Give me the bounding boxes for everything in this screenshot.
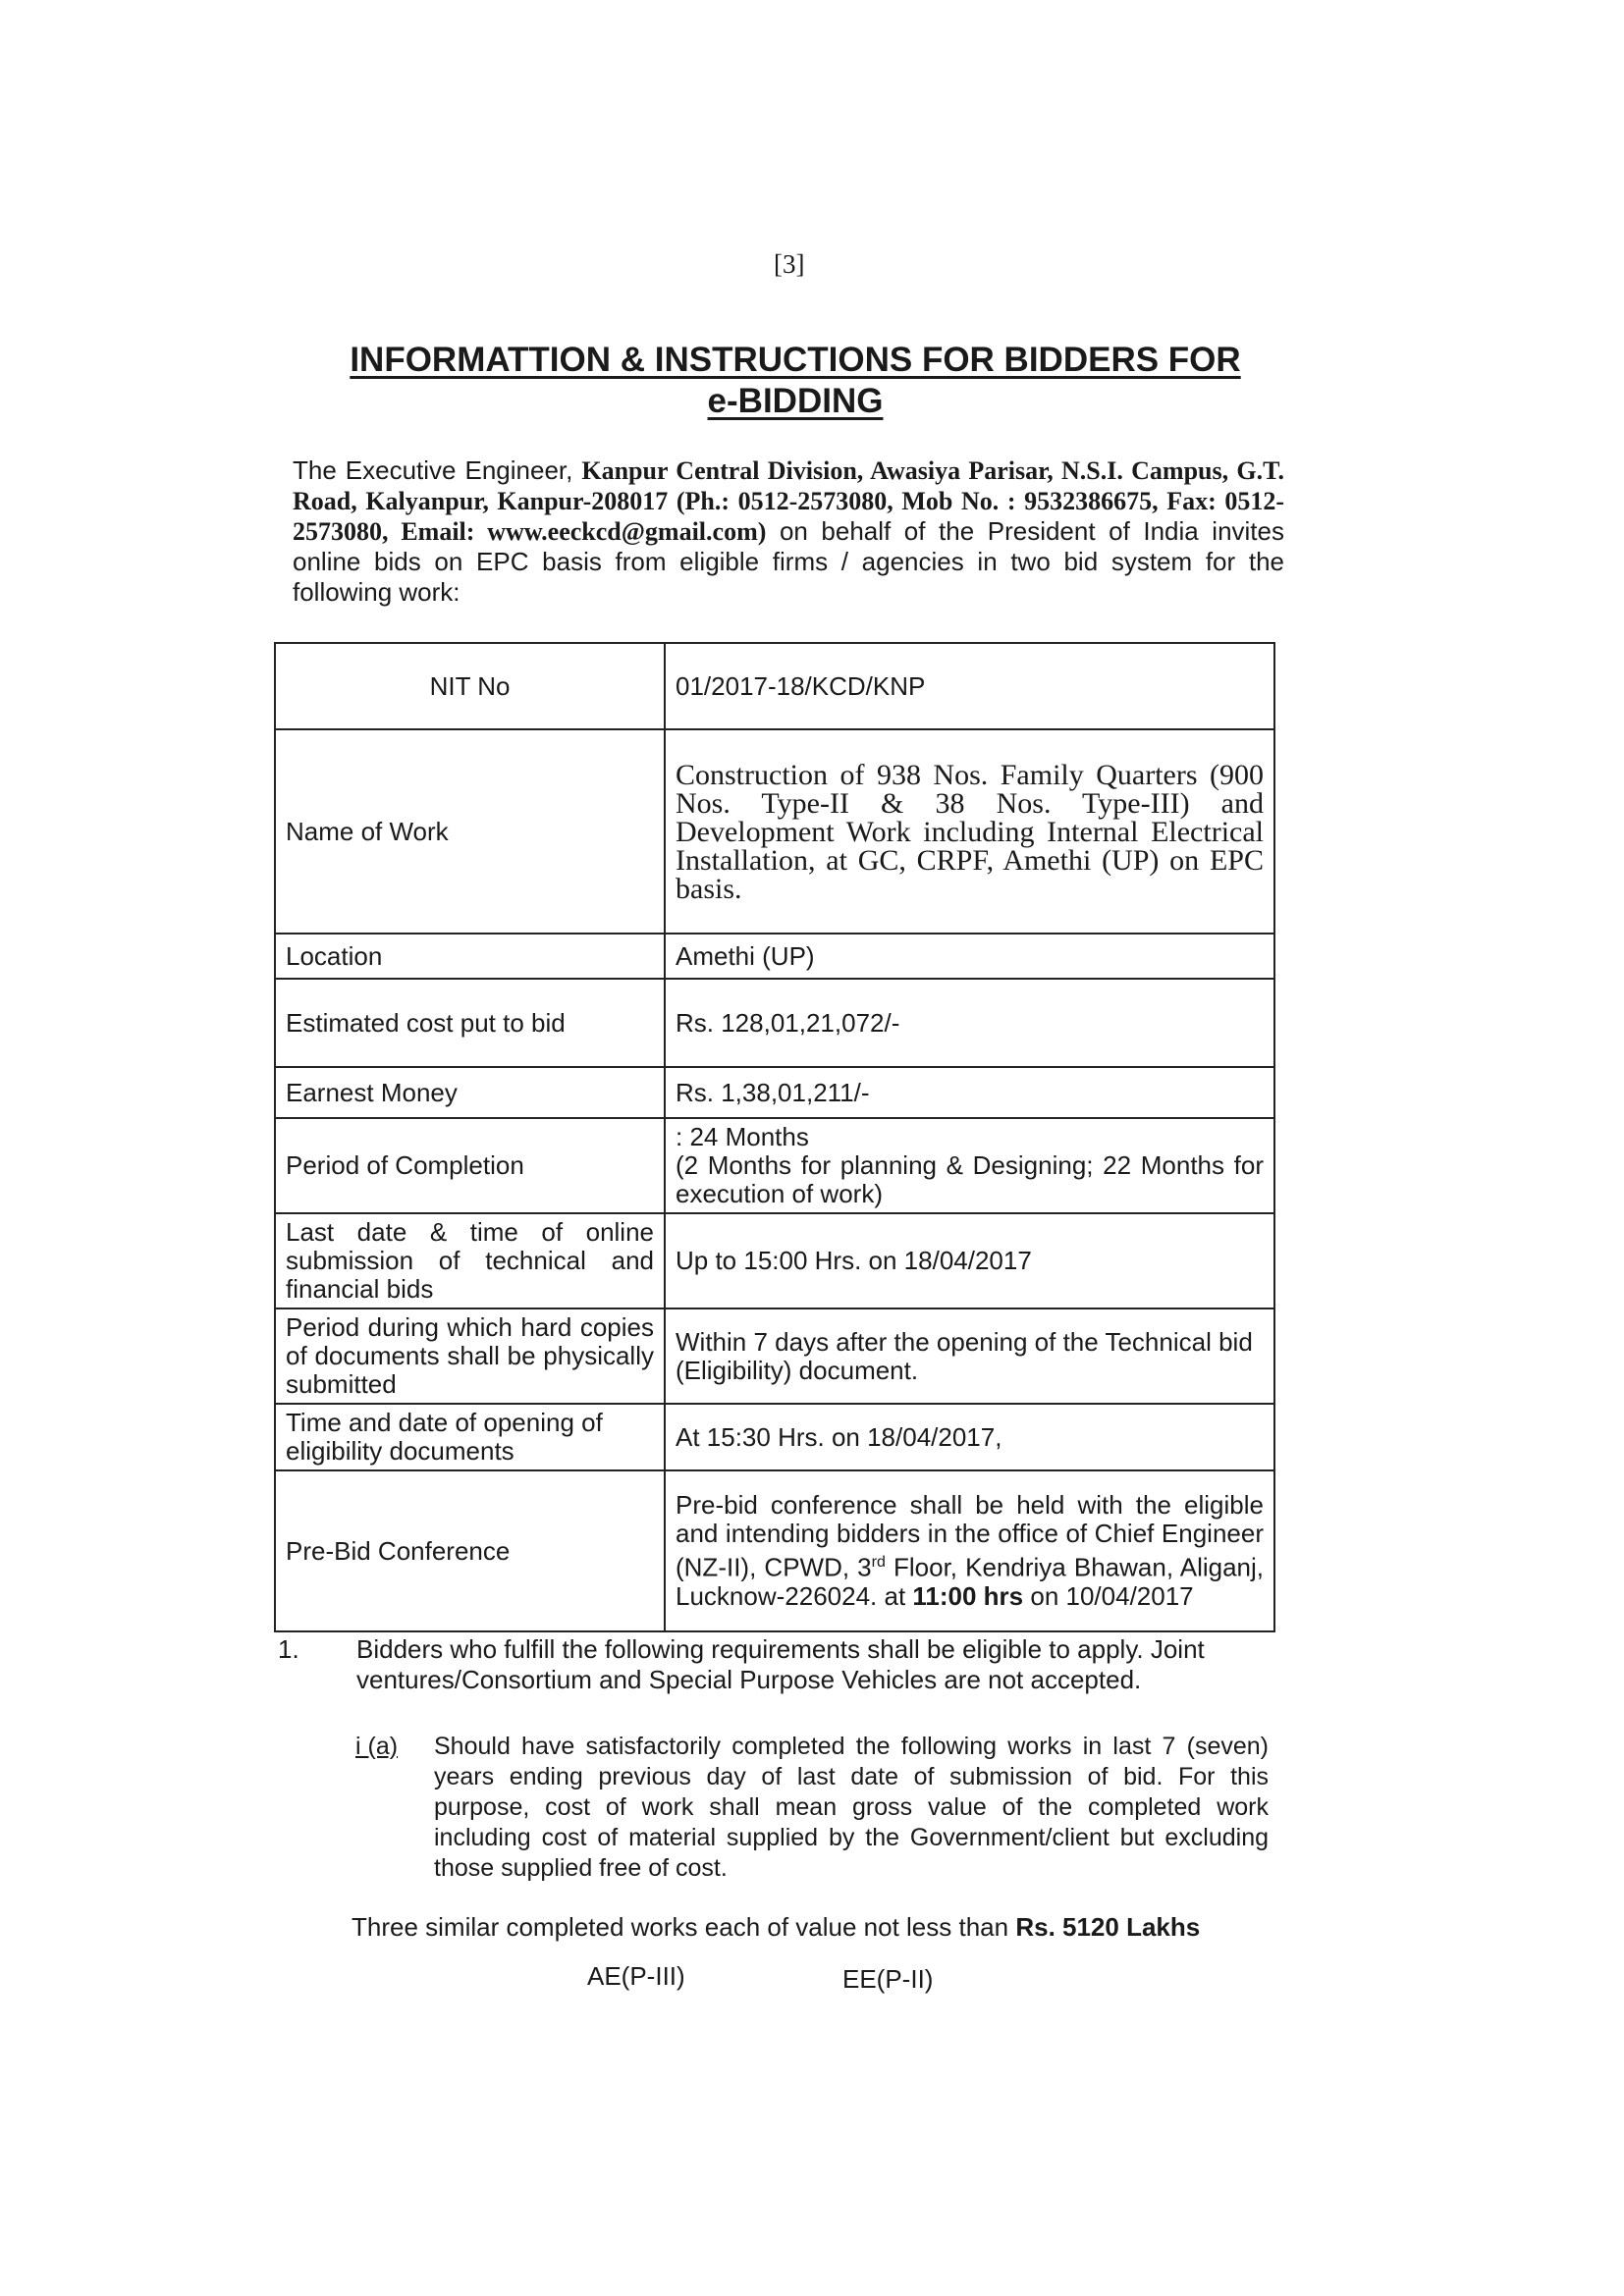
sub-clause-text: Should have satisfactorily completed the following works in last 7 (seven) years ending previous day of last date of submission of bid. For this purpose, cost of work shall mean gross value of the completed work including cost of material supplied by the Government/client but excluding those supplied free of cost.: [434, 1733, 1269, 1882]
completion-value-line1: : 24 Months: [676, 1122, 809, 1151]
prebid-time: 11:00 hrs: [912, 1580, 1024, 1611]
prebid-value: [665, 1470, 1274, 1631]
location-value: Amethi (UP): [665, 934, 1274, 979]
prebid-text-1: Pre-bid conference shall be held with the eligible and intending bidders in the office of Chief Engineer (NZ-II), CPWD, 3: [676, 1490, 1264, 1582]
name-of-work-value: Construction of 938 Nos. Family Quarters (900 Nos. Type-II & 38 Nos. Type-III) and Development Work including Internal Electrical Installation, at GC, CRPF, Amethi (UP) on EPC basis.: [665, 729, 1274, 934]
intro-part3: on behalf of the President of India invites online bids on EPC basis from eligible firms / agencies in two bid system for the following work:: [293, 516, 1284, 607]
completion-value-line2: (2 Months for planning & Designing; 22 Months for execution of work): [676, 1150, 1264, 1208]
table-row: [275, 1213, 1274, 1308]
similar-works-line: [352, 1912, 1200, 1943]
hard-copies-value: Within 7 days after the opening of the Technical bid (Eligibility) document.: [665, 1308, 1274, 1404]
prebid-text-2: Floor, Kendriya Bhawan, Aliganj, Lucknow-226024. at: [676, 1552, 1265, 1611]
similar-works-value: Rs. 5120 Lakhs: [1015, 1912, 1201, 1942]
table-row: [275, 729, 1274, 934]
para-number: 1.: [278, 1634, 299, 1664]
name-of-work-label: Name of Work: [275, 729, 665, 934]
earnest-money-label: Earnest Money: [275, 1067, 665, 1118]
sub-clause: [355, 1732, 1269, 1884]
opening-label: Time and date of opening of eligibility documents: [275, 1404, 665, 1470]
nit-no-value: 01/2017-18/KCD/KNP: [665, 643, 1274, 729]
location-label: Location: [275, 934, 665, 979]
table-row: [275, 1308, 1274, 1404]
signature-ae: AE(P-III): [587, 1961, 685, 1991]
last-date-label: Last date & time of online submission of technical and financial bids: [275, 1213, 665, 1308]
table-row: [275, 643, 1274, 729]
intro-address: Kanpur Central Division, Awasiya Parisar, N.S.I. Campus, G.T. Road, Kalyanpur, Kanpur-208017 (Ph.: 0512-2573080, Mob No. : 9532386675, Fax: 0512-2573080, Email: www.eeckcd@gmail.com): [293, 456, 1285, 546]
sub-clause-number: i (a): [355, 1733, 399, 1760]
opening-value: At 15:30 Hrs. on 18/04/2017,: [665, 1404, 1274, 1470]
similar-works-text: Three similar completed works each of value not less than: [352, 1912, 1016, 1942]
table-row: [275, 1118, 1274, 1213]
page-title-line2: e-BIDDING: [707, 382, 884, 420]
table-row: [275, 1470, 1274, 1631]
estimated-cost-label: Estimated cost put to bid: [275, 979, 665, 1067]
prebid-label: Pre-Bid Conference: [275, 1470, 665, 1631]
eligibility-paragraph: [278, 1634, 1270, 1695]
prebid-text-3: on 10/04/2017: [1023, 1580, 1194, 1611]
signature-ee: EE(P-II): [842, 1964, 934, 1994]
page-title: INFORMATTION & INSTRUCTIONS FOR BIDDERS FOR: [350, 341, 1241, 379]
table-row: [275, 1067, 1274, 1118]
prebid-sup: rd: [871, 1554, 886, 1572]
estimated-cost-value: Rs. 128,01,21,072/-: [665, 979, 1274, 1067]
nit-no-label: NIT No: [275, 643, 665, 729]
last-date-value: Up to 15:00 Hrs. on 18/04/2017: [665, 1213, 1274, 1308]
table-row: [275, 979, 1274, 1067]
eligibility-text: Bidders who fulfill the following requirements shall be eligible to apply. Joint ventures/Consortium and Special Purpose Vehicles are not accepted.: [356, 1634, 1205, 1694]
intro-part1: The Executive Engineer,: [293, 455, 582, 485]
table-row: [275, 934, 1274, 979]
earnest-money-value: Rs. 1,38,01,211/-: [665, 1067, 1274, 1118]
intro-paragraph: [293, 455, 1284, 608]
page-number: [3]: [774, 249, 805, 279]
completion-value: [665, 1118, 1274, 1213]
nit-details-table: [274, 642, 1275, 1632]
completion-label: Period of Completion: [275, 1118, 665, 1213]
hard-copies-label: Period during which hard copies of documents shall be physically submitted: [275, 1308, 665, 1404]
table-row: [275, 1404, 1274, 1470]
